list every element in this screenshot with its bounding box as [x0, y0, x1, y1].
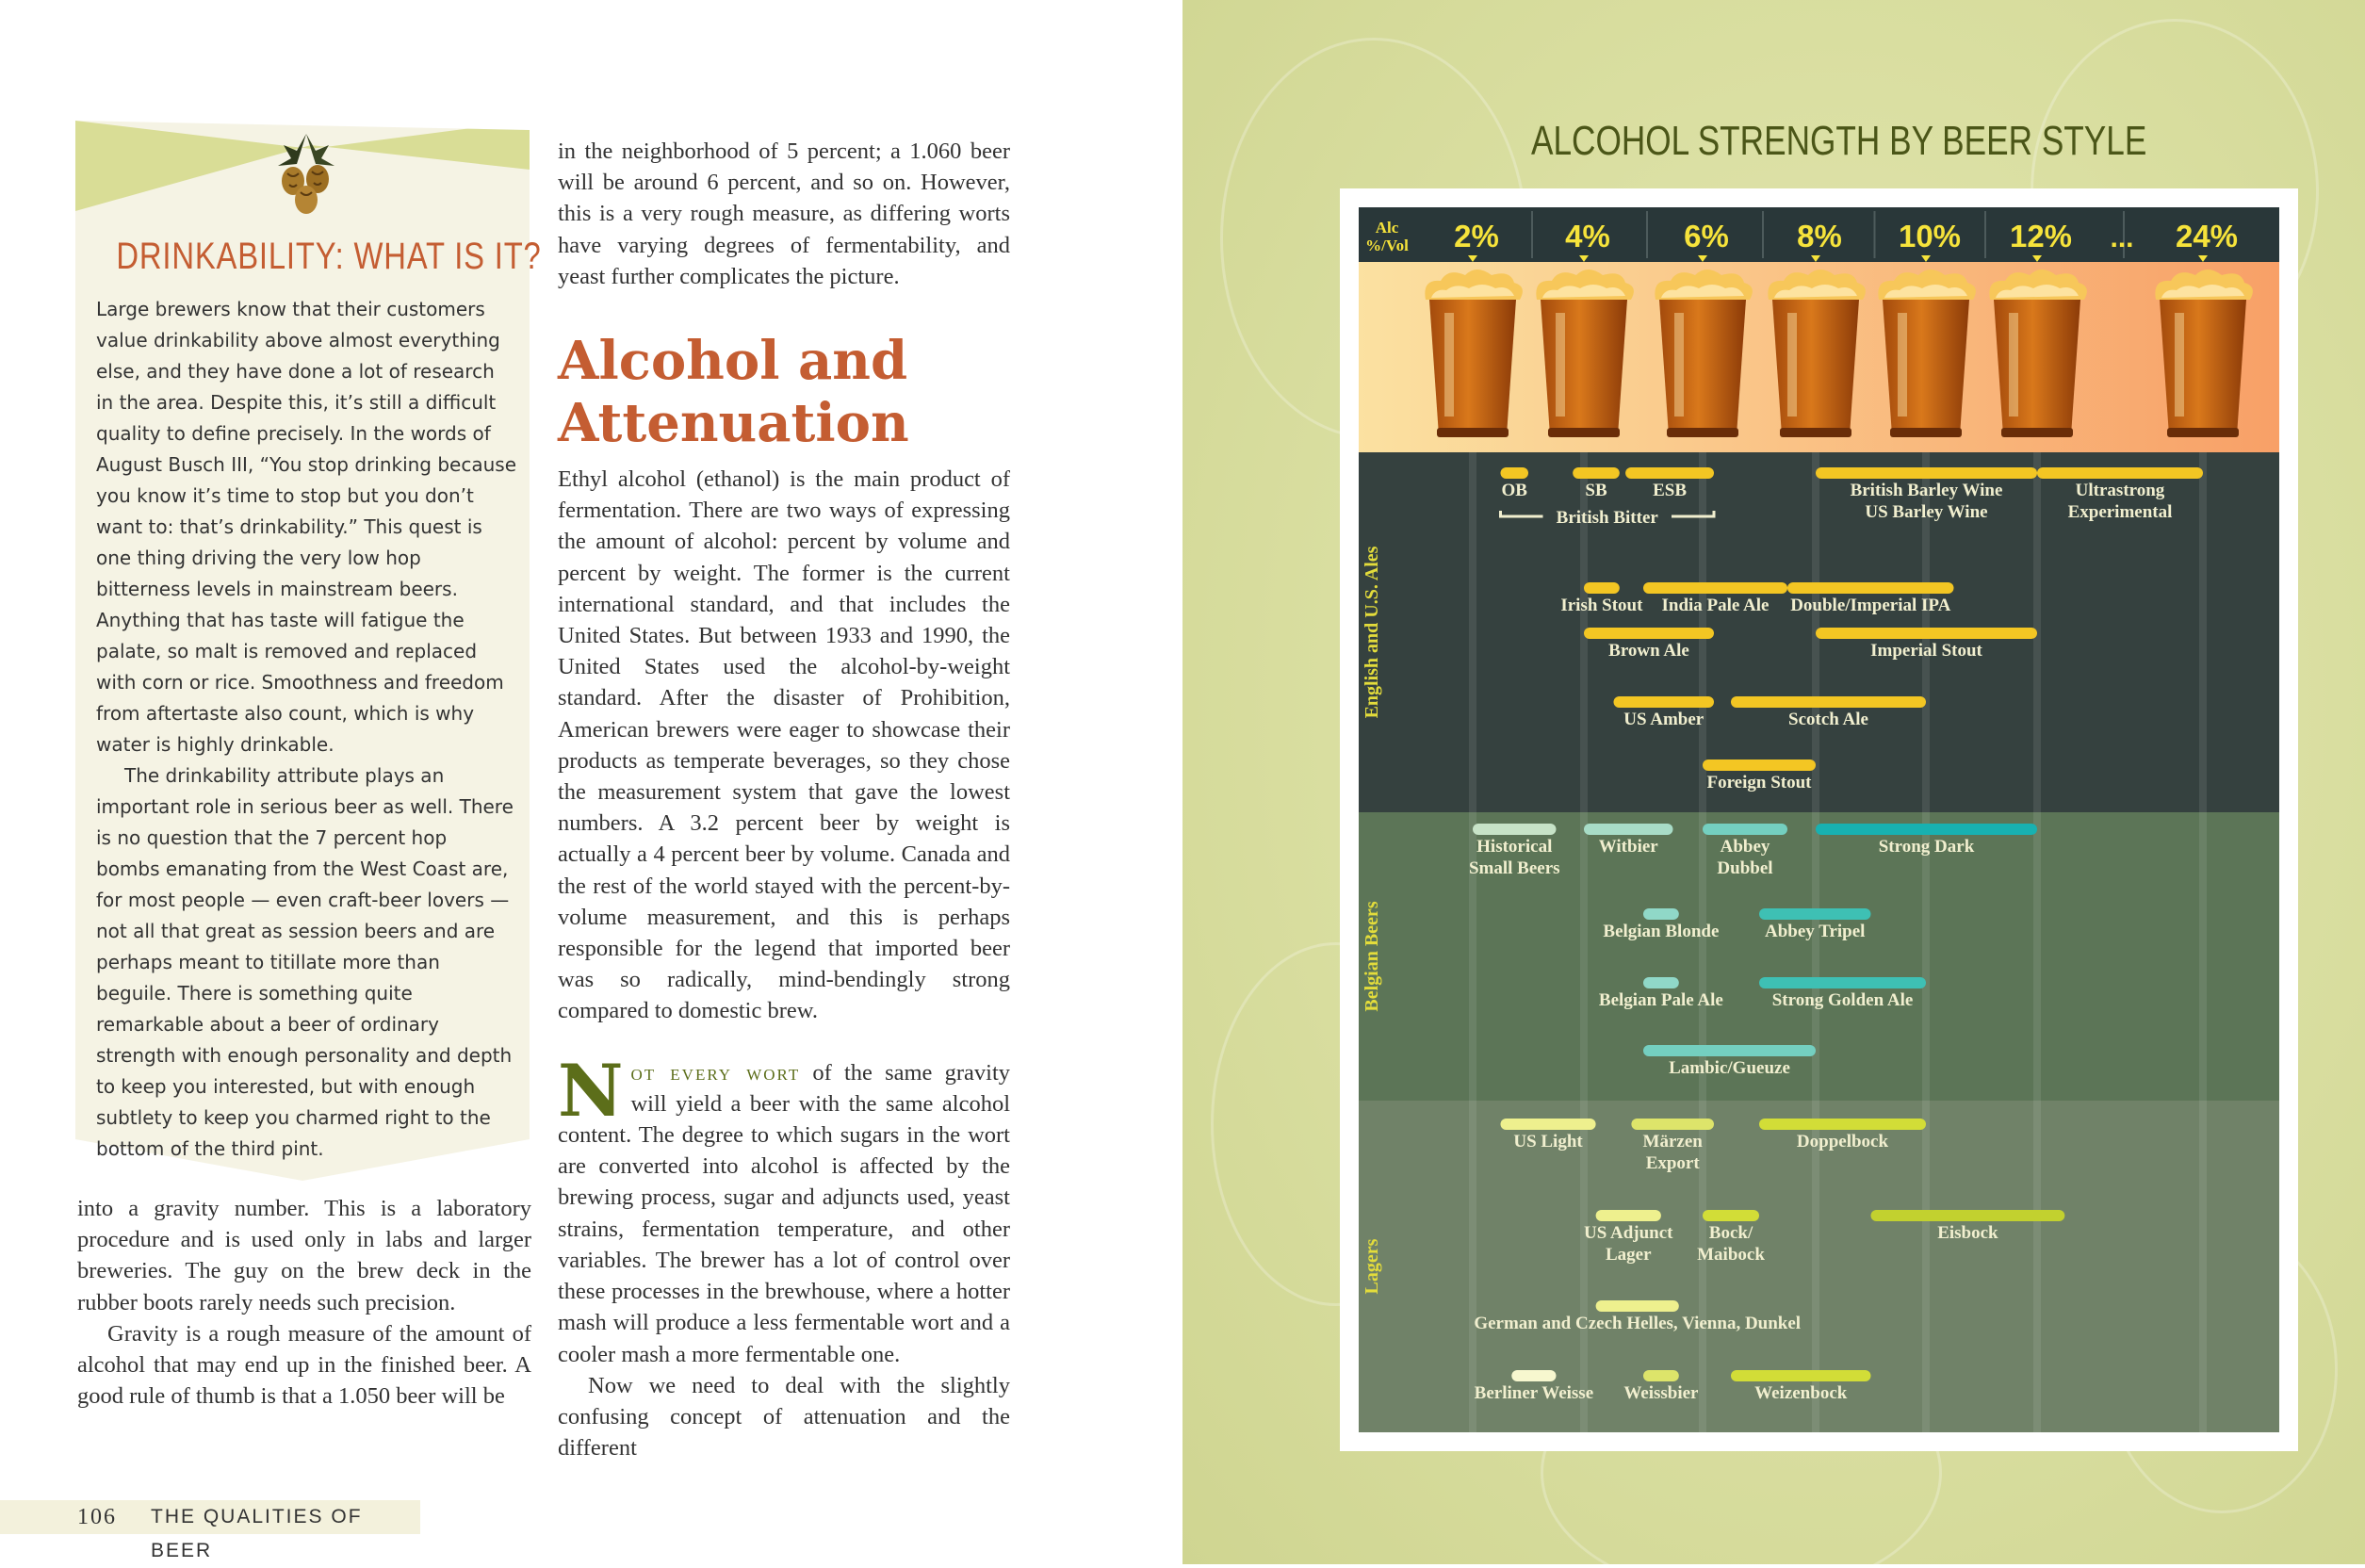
bar-label: [1599, 837, 1659, 857]
bar-label-line: Dubbel: [1717, 858, 1773, 878]
drop-cap: N: [558, 1048, 624, 1133]
tick-label-6: 24%: [2175, 219, 2239, 253]
bar-label: [1608, 641, 1689, 661]
beer-glass-highlight: [1898, 313, 1907, 416]
bar-label-line: US Light: [1513, 1132, 1583, 1152]
bar-label-line: Strong Golden Ale: [1771, 990, 1914, 1010]
beer-glass-highlight: [1444, 313, 1454, 416]
bar-label-line: Berliner Weisse: [1474, 1383, 1594, 1403]
bar-label: [1790, 596, 1950, 615]
beer-glass-icon: [1989, 270, 2087, 437]
bar-label: [1623, 710, 1704, 729]
bar-label-line: Weissbier: [1623, 1383, 1699, 1403]
gridline-0: [1469, 452, 1476, 1432]
range-bar: [1584, 824, 1673, 835]
col2-paragraph-2: [558, 1048, 1010, 1370]
range-bar: [2037, 467, 2203, 479]
range-bar: [1703, 1210, 1759, 1221]
beer-glass-body: [2160, 300, 2246, 435]
range-bar: [1871, 1210, 2065, 1221]
range-bar: [1643, 1045, 1816, 1056]
bar-label-line: Abbey: [1720, 837, 1770, 857]
bar-label-line: Lager: [1605, 1245, 1652, 1265]
beer-glass-base: [1667, 428, 1738, 437]
col2-paragraph-1: Ethyl alcohol (ethanol) is the main product of fermentation. There are two ways of expressing the amount of alcohol: percent by volume and percent by weight. The former is the current international standard, and that includes the United States. But between 1933 and 1990, the United States used the alcohol-by-weight standard. After the disaster of Prohibition, American brewers were eager to showcase their products as temperate beverages, so they chose the measurement system that gave the lowest numbers. A 3.2 percent beer by weight is actually a 4 percent beer by volume. Canada and the rest of the world stayed with the percent-by-volume measurement, and this is perhaps responsible for the legend that imported beer was so radically, mind-bendingly strong compared to domestic brew.: [558, 466, 1010, 1024]
range-bar: [1473, 824, 1557, 835]
range-bar: [1501, 467, 1529, 479]
beer-glass-base: [1780, 428, 1851, 437]
bar-label-line: Märzen: [1642, 1132, 1703, 1152]
range-bar: [1643, 582, 1787, 594]
beer-glass-highlight: [1674, 313, 1684, 416]
bar-label-line: Double/Imperial IPA: [1790, 596, 1951, 615]
range-bar: [1584, 628, 1714, 639]
beer-glass-highlight: [1556, 313, 1565, 416]
bar-label-line: Belgian Blonde: [1603, 922, 1720, 941]
beer-glass-base: [2001, 428, 2073, 437]
range-bar: [1501, 1119, 1596, 1130]
range-bar: [1643, 1370, 1679, 1381]
col1-paragraph-1: into a gravity number. This is a laboratory procedure and is used only in labs and larger breweries. The guy on the brew deck in the rubber boots rarely needs such precision.: [77, 1196, 531, 1315]
col2-paragraph-2-text: of the same gravity will yield a beer with the same alcohol content. The degree to which sugars in the wort are converted into alcohol is affected by the brewing process, sugar and adjuncts used, yeast strains, fermentation temperature, and other variables. The brewer has a lot of control over these processes in the brewhouse, where a hotter mash will produce a less fermentable wort and a cooler mash a more fermentable one.: [558, 1059, 1010, 1367]
bar-label-line: Abbey Tripel: [1765, 922, 1866, 941]
bar-label: [1669, 1058, 1790, 1078]
tick-label-5: 12%: [2009, 219, 2073, 253]
bar-label-line: Eisbock: [1937, 1223, 1998, 1243]
bar-label-line: Historical: [1476, 837, 1553, 857]
bar-label-line: German and Czech Helles, Vienna, Dunkel: [1474, 1314, 1802, 1333]
beer-glass-icon: [1878, 270, 1976, 437]
group-label: Belgian Beers: [1362, 901, 1382, 1012]
range-bar: [1759, 977, 1926, 988]
range-bar: [1511, 1370, 1556, 1381]
beer-glass-body: [1541, 300, 1627, 435]
range-bar: [1816, 467, 2037, 479]
bar-label: [1623, 1383, 1699, 1403]
group-label: Lagers: [1362, 1238, 1382, 1295]
bar-label-line: Export: [1645, 1153, 1700, 1173]
running-head: THE QUALITIES OF BEER: [151, 1506, 363, 1561]
range-bar: [1816, 824, 2037, 835]
sidebar-paragraph-2: The drinkability attribute plays an important role in serious beer as well. There is no question that the 7 percent hop bombs emanating from the West Coast are, for most people — even craft-beer lovers — not all that great as session beers and are perhaps meant to titillate more than beguile. There is something quite remarkable about a beer of ordinary strength with enough personality and depth to keep you interested, but with enough subtlety to keep you charmed right to the bottom of the third pint.: [96, 764, 514, 1160]
gridline-6: [2199, 452, 2207, 1432]
beer-glass-icon: [1536, 270, 1634, 437]
sidebar-title: DRINKABILITY: WHAT IS IT?: [116, 236, 542, 277]
bar-label: [1870, 641, 1982, 661]
tick-label-2: 6%: [1684, 219, 1729, 253]
chart-frame: [1340, 188, 2298, 1451]
bar-label-line: Maibock: [1697, 1245, 1765, 1265]
range-bar: [1625, 467, 1714, 479]
range-bar: [1731, 696, 1926, 708]
axis-label: Alc: [1375, 219, 1399, 237]
tick-label-1: 4%: [1565, 219, 1610, 253]
beer-glass-body: [1994, 300, 2080, 435]
bar-label-line: Scotch Ale: [1788, 710, 1868, 729]
bar-label-line: Imperial Stout: [1870, 641, 1982, 661]
gridline-5: [2033, 452, 2041, 1432]
range-bar: [1816, 628, 2037, 639]
bar-label-line: Witbier: [1598, 837, 1658, 857]
bar-label-line: Weizenbock: [1754, 1383, 1848, 1403]
bar-label: [1772, 990, 1914, 1010]
bar-label-line: Lambic/Gueuze: [1669, 1058, 1790, 1078]
bar-label: [1585, 481, 1607, 500]
bar-label: [1937, 1223, 1998, 1243]
bar-label-line: SB: [1585, 481, 1607, 500]
section-heading: Alcohol and Attenuation: [558, 330, 909, 455]
bar-label-line: British Barley Wine: [1850, 481, 2003, 500]
range-bar: [1643, 977, 1679, 988]
beer-glass-highlight: [2009, 313, 2018, 416]
page-footer: [0, 1500, 420, 1561]
tick-label-0: 2%: [1454, 219, 1499, 253]
bar-label: [1754, 1383, 1848, 1403]
column-2-text: [558, 136, 1010, 1463]
left-page: [0, 0, 1182, 1564]
col1-paragraph-2: Gravity is a rough measure of the amount of alcohol that may end up in the finished beer. A good rule of thumb is that a 1.050 beer will be: [77, 1320, 531, 1410]
bracket-label: British Bitter: [1556, 508, 1658, 528]
bar-label-line: Experimental: [2067, 502, 2173, 522]
beer-glass-base: [1890, 428, 1962, 437]
bar-label: [1661, 596, 1769, 615]
bar-label: [1513, 1132, 1583, 1152]
sidebar-paragraph-1: Large brewers know that their customers value drinkability above almost everything else, and they have done a lot of research in the area. Despite this, it’s still a difficult quality to define precisely. In the words of August Busch III, “You stop drinking because you know it’s time to stop but you don’t want to: that’s drinkability.” This quest is one thing driving the very low hop bitterness levels in mainstream beers. Anything that has taste will fatigue the palate, so malt is removed and replaced with corn or rice. Smoothness and freedom from aftertaste also count, which is why water is highly drinkable.: [96, 298, 517, 756]
small-caps-lead: ot every wort: [630, 1059, 801, 1086]
bar-label: [1599, 990, 1723, 1010]
beer-glass-body: [1883, 300, 1969, 435]
beer-glass-body: [1772, 300, 1859, 435]
chart-title: ALCOHOL STRENGTH BY BEER STYLE: [1531, 118, 2147, 164]
bar-label-line: US Adjunct: [1584, 1223, 1673, 1243]
beer-glass-icon: [1655, 270, 1753, 437]
group-label: English and U.S. Ales: [1362, 546, 1382, 719]
bar-label: [1765, 922, 1865, 941]
range-bar: [1731, 1370, 1871, 1381]
col2-paragraph-3: Now we need to deal with the slightly confusing concept of attenuation and the different: [558, 1372, 1010, 1462]
bar-label: [1502, 481, 1528, 500]
bar-label-line: ESB: [1653, 481, 1688, 500]
axis-label-unit: %/Vol: [1365, 237, 1409, 254]
bar-label-line: US Amber: [1623, 710, 1704, 729]
bar-label: [1797, 1132, 1889, 1152]
bar-label: [1475, 1383, 1593, 1403]
bar-label: [1706, 773, 1812, 792]
hop-cone-icon: [269, 130, 344, 217]
bar-label: [1474, 1314, 1801, 1333]
bar-label: [1560, 596, 1643, 615]
bar-label-line: Doppelbock: [1796, 1132, 1889, 1152]
range-bar: [1614, 696, 1715, 708]
bar-label-line: Strong Dark: [1878, 837, 1975, 857]
range-bar: [1631, 1119, 1714, 1130]
beer-glass-base: [1548, 428, 1620, 437]
bar-label-line: Brown Ale: [1608, 641, 1689, 661]
tick-label-4: 10%: [1898, 219, 1962, 253]
sidebar-box: [75, 121, 542, 1181]
range-bar: [1643, 908, 1679, 920]
beer-glass-icon: [1425, 270, 1523, 437]
bar-label: [1603, 922, 1719, 941]
right-page: [1182, 0, 2365, 1564]
bar-label-line: India Pale Ale: [1661, 596, 1770, 615]
bar-label-line: US Barley Wine: [1865, 502, 1988, 522]
beer-glass-highlight: [2175, 313, 2184, 416]
range-bar: [1703, 824, 1787, 835]
range-bar: [1787, 582, 1954, 594]
bar-label-line: Ultrastrong: [2075, 481, 2165, 500]
col2-intro: in the neighborhood of 5 percent; a 1.060 beer will be around 6 percent, and so on. However, this is a very rough measure, as differing worts have varying degrees of fermentability, and yeast further complicates the picture.: [558, 139, 1010, 289]
range-bar: [1759, 908, 1871, 920]
beer-glass-body: [1429, 300, 1516, 435]
beer-glass-base: [2167, 428, 2239, 437]
bar-label-line: Foreign Stout: [1706, 773, 1812, 792]
page-number: 106: [77, 1505, 117, 1529]
beer-glass-icon: [1768, 270, 1866, 437]
bar-label-line: Small Beers: [1468, 858, 1560, 878]
alcohol-strength-chart: [1340, 188, 2298, 1451]
tick-label-3: 8%: [1797, 219, 1842, 253]
sidebar-body: [96, 294, 516, 1165]
range-bar: [1584, 582, 1620, 594]
bar-label-line: OB: [1501, 481, 1527, 500]
beer-glass-body: [1659, 300, 1746, 435]
column-1-text: [77, 1193, 531, 1412]
bar-label-line: Belgian Pale Ale: [1598, 990, 1723, 1010]
bar-label: [1879, 837, 1975, 857]
beer-glass-highlight: [1787, 313, 1797, 416]
range-bar: [1596, 1300, 1679, 1312]
bar-label-line: Bock/: [1708, 1223, 1753, 1243]
range-bar: [1573, 467, 1620, 479]
beer-glass-icon: [2155, 270, 2253, 437]
range-bar: [1596, 1210, 1661, 1221]
axis-break-label: ...: [2110, 222, 2134, 253]
bar-label-line: Irish Stout: [1560, 596, 1643, 615]
range-bar: [1759, 1119, 1926, 1130]
bar-label: [1788, 710, 1868, 729]
beer-glass-base: [1437, 428, 1509, 437]
range-bar: [1703, 760, 1816, 771]
bar-label: [1653, 481, 1687, 500]
